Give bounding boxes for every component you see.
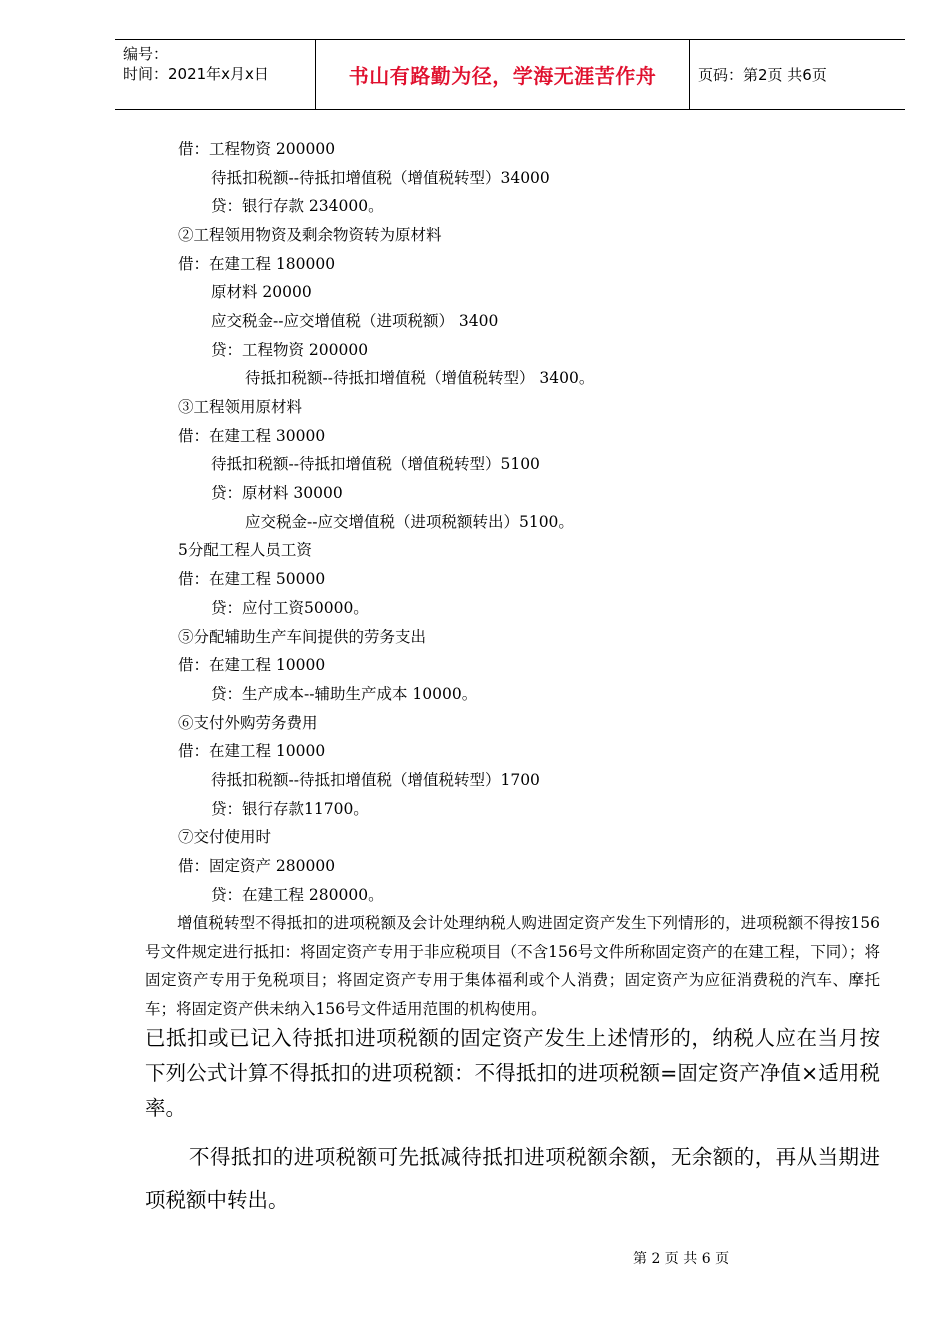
entry-line: 应交税金--应交增值税（进项税额转出）5100。 [245, 513, 574, 531]
entry-line: 借：在建工程 30000 [178, 427, 326, 445]
large-paragraph-2: 不得抵扣的进项税额可先抵减待抵扣进项税额余额，无余额的，再从当期进项税额中转出。 [145, 1145, 880, 1212]
entry-heading: ⑤分配辅助生产车间提供的劳务支出 [178, 628, 427, 646]
page-info: 页码：第2页 共6页 [698, 66, 827, 84]
page-footer: 第 2 页 共 6 页 [633, 1251, 730, 1267]
entry-line: 借：固定资产 280000 [178, 857, 336, 875]
header-motto-cell [316, 40, 690, 109]
entry-line: 借：在建工程 10000 [178, 742, 326, 760]
entry-line: 待抵扣税额--待抵扣增值税（增值税转型）34000 [211, 169, 550, 187]
motto-text: 书山有路勤为径，学海无涯苦作舟 [348, 64, 657, 88]
entry-line: 借：在建工程 10000 [178, 656, 326, 674]
entry-line: 贷：银行存款 234000。 [211, 197, 384, 215]
entry-heading: ⑥支付外购劳务费用 [178, 714, 318, 732]
entry-line: 贷：在建工程 280000。 [211, 886, 384, 904]
entry-line: 待抵扣税额--待抵扣增值税（增值税转型） 3400。 [245, 369, 595, 387]
entry-line: 贷：生产成本--辅助生产成本 10000。 [211, 685, 478, 703]
entry-heading: ⑦交付使用时 [178, 828, 272, 846]
entry-line: 原材料 20000 [211, 283, 312, 301]
entry-heading: 5分配工程人员工资 [178, 541, 312, 559]
entry-heading: ③工程领用原材料 [178, 398, 303, 416]
time-label: 时间：2021年x月x日 [123, 65, 269, 83]
entry-heading: ②工程领用物资及剩余物资转为原材料 [178, 226, 442, 244]
entry-line: 贷：银行存款11700。 [211, 800, 369, 818]
body-paragraph: 增值税转型不得抵扣的进项税额及会计处理纳税人购进固定资产发生下列情形的，进项税额不得按156号文件规定进行抵扣：将固定资产专用于非应税项目（不含156号文件所称固定资产的在建工程，下同）；将固定资产专用于免税项目；将固定资产专用于集体福利或个人消费；固定资产为应征消费税的汽车、摩托车；将固定资产供未纳入156号文件适用范围的机构使用。 [145, 914, 880, 1019]
header-page-cell [690, 40, 905, 109]
entry-line: 待抵扣税额--待抵扣增值税（增值税转型）1700 [211, 771, 540, 789]
entry-line: 应交税金--应交增值税（进项税额） 3400 [211, 312, 499, 330]
entry-line: 借：在建工程 50000 [178, 570, 326, 588]
entry-line: 借：在建工程 180000 [178, 255, 336, 273]
entry-line: 待抵扣税额--待抵扣增值税（增值税转型）5100 [211, 455, 540, 473]
entry-line: 借：工程物资 200000 [178, 140, 336, 158]
entry-line: 贷：工程物资 200000 [211, 341, 369, 359]
header-meta-cell [115, 40, 316, 109]
large-paragraph-1: 已抵扣或已记入待抵扣进项税额的固定资产发生上述情形的，纳税人应在当月按下列公式计算不得抵扣的进项税额：不得抵扣的进项税额=固定资产净值×适用税率。 [145, 1026, 880, 1120]
serial-label: 编号： [123, 45, 169, 63]
entry-line: 贷：应付工资50000。 [211, 599, 369, 617]
page-header [115, 39, 905, 110]
entry-line: 贷：原材料 30000 [211, 484, 343, 502]
